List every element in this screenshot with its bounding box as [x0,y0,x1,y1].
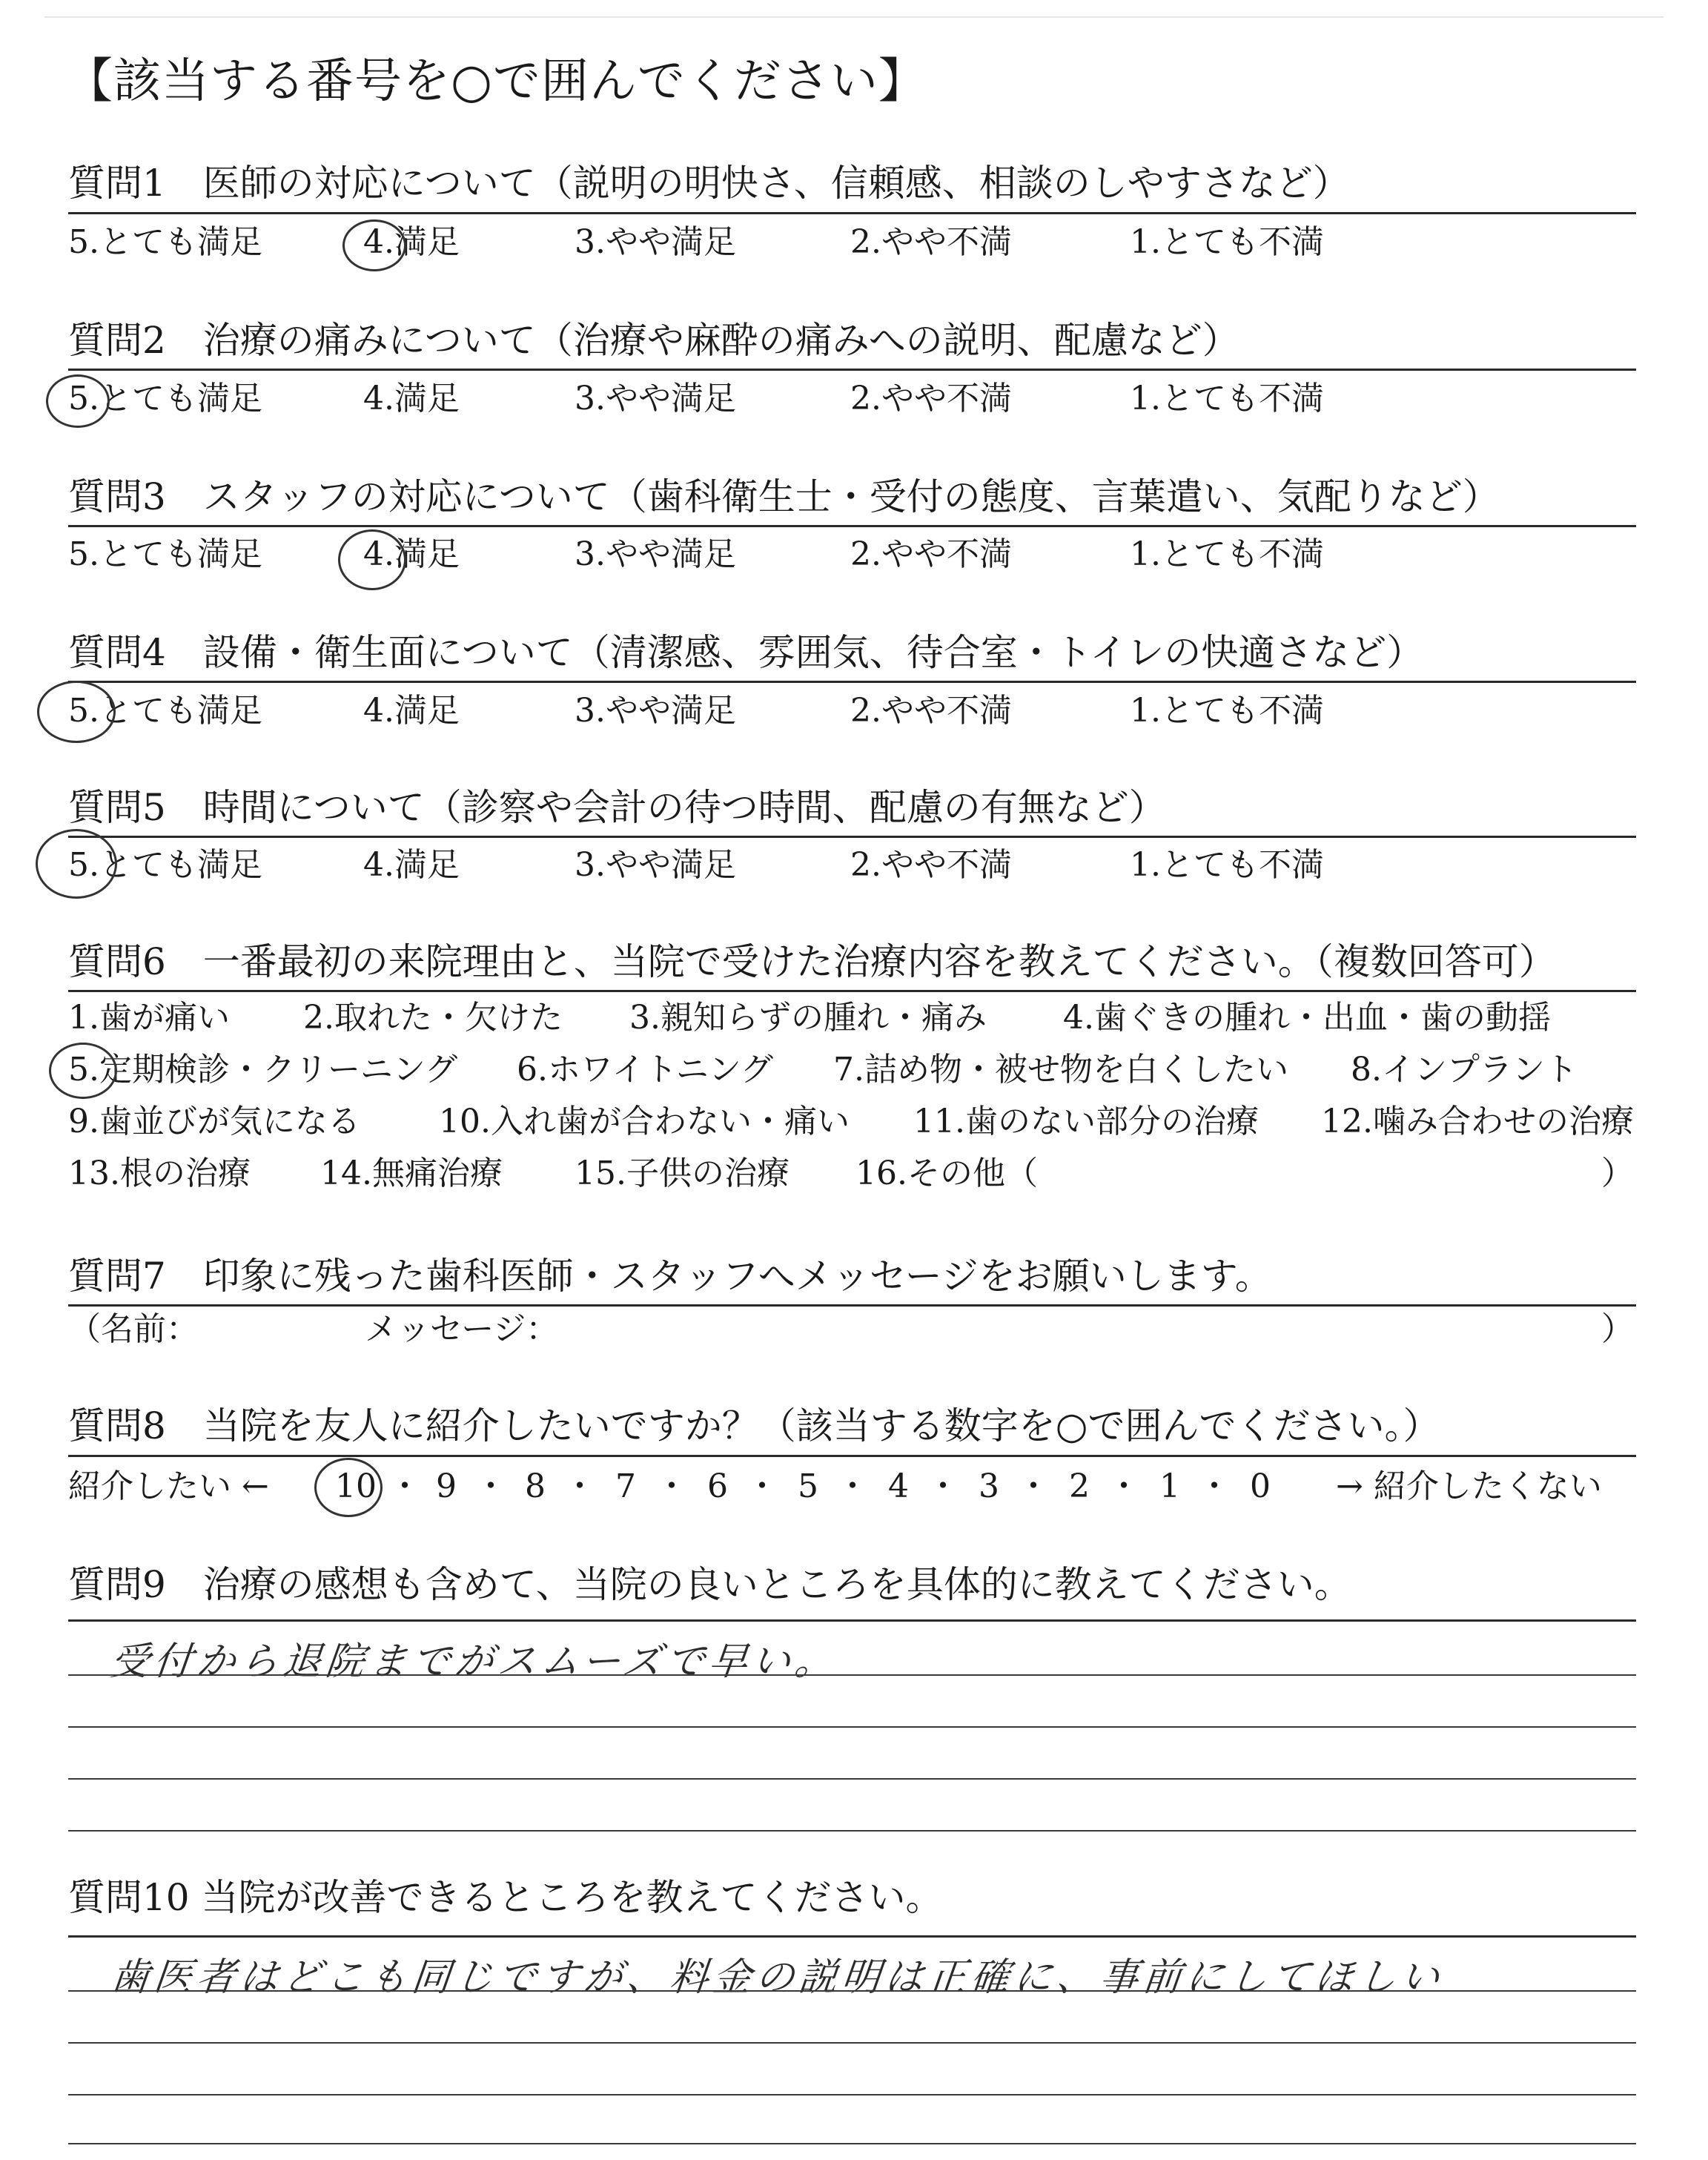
q8-separator: ・ [1017,1467,1050,1505]
question-8-title: 質問8 当院を友人に紹介したいですか？（該当する数字を○で囲んでください。） [68,1404,1440,1447]
q6-options-row-1 [68,998,1636,1038]
q5-option-4[interactable]: 4.満足 [363,846,460,884]
q6-option-13[interactable]: 13.根の治療 [68,1155,251,1192]
q4-option-4[interactable]: 4.満足 [363,692,460,730]
q8-separator: ・ [746,1467,778,1505]
question-5-title: 質問5 時間について（診察や会計の待つ時間、配慮の有無など） [68,786,1166,829]
q1-option-2[interactable]: 2.やや不満 [850,223,1012,261]
page-top-border [44,16,1664,18]
question-1-options [68,222,1636,262]
q7-close-paren: ） [1601,1310,1634,1348]
question-3-title: 質問3 スタッフの対応について（歯科衛生士・受付の態度、言葉遣い、気配りなど） [68,475,1500,518]
q3-option-1[interactable]: 1.とても不満 [1130,535,1324,573]
q6-option-4[interactable]: 4.歯ぐきの腫れ・出血・歯の動揺 [1063,999,1551,1037]
question-4-rule [68,681,1636,683]
q7-message-fields [68,1309,1636,1350]
q9-writing-line [68,1830,1636,1832]
q8-scale-1[interactable]: 1 [1159,1467,1180,1505]
q5-option-3[interactable]: 3.やや満足 [575,846,736,884]
q6-option-6[interactable]: 6.ホワイトニング [517,1051,774,1089]
q10-writing-line [68,2042,1636,2044]
q8-scale-10[interactable]: 10 [335,1467,377,1505]
q1-option-1[interactable]: 1.とても不満 [1130,223,1324,261]
q6-option-16[interactable]: 16.その他（ [855,1155,1038,1192]
q5-option-2[interactable]: 2.やや不満 [850,846,1012,884]
q1-option-5[interactable]: 5.とても満足 [68,223,262,261]
q3-option-5[interactable]: 5.とても満足 [68,535,262,573]
question-3-rule [68,525,1636,527]
q6-option-1[interactable]: 1.歯が痛い [68,999,230,1037]
q2-option-3[interactable]: 3.やや満足 [575,380,736,417]
q10-handwritten-answer[interactable]: 歯医者はどこも同じですが、料金の説明は正確に、事前にしてほしい [108,1955,1446,2000]
q6-options-row-3 [68,1102,1636,1142]
question-2-options [68,379,1636,419]
q2-option-1[interactable]: 1.とても不満 [1130,380,1324,417]
q8-scale-7[interactable]: 7 [615,1467,636,1505]
q9-handwritten-answer[interactable]: 受付から退院までがスムーズで早い。 [108,1639,841,1684]
question-9-title: 質問9 治療の感想も含めて、当院の良いところを具体的に教えてください。 [68,1563,1351,1606]
q8-scale-4[interactable]: 4 [888,1467,909,1505]
q8-scale-3[interactable]: 3 [979,1467,999,1505]
question-10-rule [68,1935,1636,1938]
question-5-rule [68,836,1636,838]
q9-writing-line [68,1674,1636,1676]
q8-scale-2[interactable]: 2 [1069,1467,1090,1505]
q8-separator: ・ [1108,1467,1140,1505]
q10-writing-line [68,2094,1636,2095]
q3-option-3[interactable]: 3.やや満足 [575,535,736,573]
q5-option-1[interactable]: 1.とても不満 [1130,846,1324,884]
q8-scale-row [68,1467,1636,1507]
q8-separator: ・ [1198,1467,1231,1505]
q7-message-label: メッセージ： [365,1310,559,1348]
q8-scale-8[interactable]: 8 [525,1467,546,1505]
q6-option-2[interactable]: 2.取れた・欠けた [303,999,563,1037]
q6-option-10[interactable]: 10.入れ歯が合わない・痛い [439,1103,850,1140]
q8-scale-0[interactable]: 0 [1250,1467,1271,1505]
q2-option-5[interactable]: 5.とても満足 [68,380,262,417]
q4-option-3[interactable]: 3.やや満足 [575,692,736,730]
question-2-title: 質問2 治療の痛みについて（治療や麻酔の痛みへの説明、配慮など） [68,319,1239,362]
q4-option-1[interactable]: 1.とても不満 [1130,692,1324,730]
form-instruction-title: 【該当する番号を○で囲んでください】 [65,54,927,109]
q8-scale-5[interactable]: 5 [798,1467,818,1505]
q6-option-14[interactable]: 14.無痛治療 [320,1155,503,1192]
question-4-options [68,691,1636,731]
q6-option-8[interactable]: 8.インプラント [1351,1051,1578,1089]
q8-scale-6[interactable]: 6 [707,1467,728,1505]
q6-option-7[interactable]: 7.詰め物・被せ物を白くしたい [833,1051,1288,1089]
q8-scale-9[interactable]: 9 [436,1467,457,1505]
q1-option-3[interactable]: 3.やや満足 [575,223,736,261]
question-4-title: 質問4 設備・衛生面について（清潔感、雰囲気、待合室・トイレの快適さなど） [68,631,1424,674]
q8-separator: ・ [474,1467,507,1505]
q2-option-2[interactable]: 2.やや不満 [850,380,1012,417]
question-10-title: 質問10 当院が改善できるところを教えてください。 [68,1876,943,1919]
q7-name-label: （名前： [68,1310,199,1348]
q5-option-5[interactable]: 5.とても満足 [68,846,262,884]
question-2-rule [68,369,1636,371]
q6-option-9[interactable]: 9.歯並びが気になる [68,1103,360,1140]
question-7-title: 質問7 印象に残った歯科医師・スタッフへメッセージをお願いします。 [68,1255,1272,1298]
q6-option-5[interactable]: 5.定期検診・クリーニング [68,1051,458,1089]
q8-separator: ・ [927,1467,959,1505]
question-1-rule [68,212,1636,214]
question-1-title: 質問1 医師の対応について（説明の明快さ、信頼感、相談のしやすさなど） [68,162,1350,205]
question-6-title: 質問6 一番最初の来院理由と、当院で受けた治療内容を教えてください。（複数回答可） [68,940,1556,983]
q6-option-15[interactable]: 15.子供の治療 [575,1155,790,1192]
q8-left-label: 紹介したい ← [68,1467,269,1505]
q9-writing-line [68,1726,1636,1728]
q1-option-4[interactable]: 4.満足 [363,223,460,261]
question-8-rule [68,1455,1636,1457]
q10-writing-line [68,2143,1636,2144]
q10-writing-line [68,1990,1636,1992]
question-3-options [68,535,1636,575]
q8-separator: ・ [655,1467,688,1505]
q8-right-label: → 紹介したくない [1336,1467,1602,1505]
q8-separator: ・ [563,1467,596,1505]
q6-option-3[interactable]: 3.親知らずの腫れ・痛み [629,999,987,1037]
question-5-options [68,845,1636,885]
q6-options-row-4 [68,1154,1636,1194]
q6-options-row-2 [68,1050,1636,1090]
q3-option-4[interactable]: 4.満足 [363,535,460,573]
q6-other-close-paren: ） [1601,1155,1634,1192]
q4-option-5[interactable]: 5.とても満足 [68,692,262,730]
question-7-rule [68,1304,1636,1307]
q2-option-4[interactable]: 4.満足 [363,380,460,417]
q6-option-12[interactable]: 12.噛み合わせの治療 [1321,1103,1634,1140]
q8-separator: ・ [388,1467,421,1505]
question-9-rule [68,1619,1636,1622]
q4-option-2[interactable]: 2.やや不満 [850,692,1012,730]
question-6-rule [68,990,1636,992]
q8-separator: ・ [836,1467,869,1505]
q3-option-2[interactable]: 2.やや不満 [850,535,1012,573]
q6-option-11[interactable]: 11.歯のない部分の治療 [913,1103,1259,1140]
q9-writing-line [68,1778,1636,1780]
